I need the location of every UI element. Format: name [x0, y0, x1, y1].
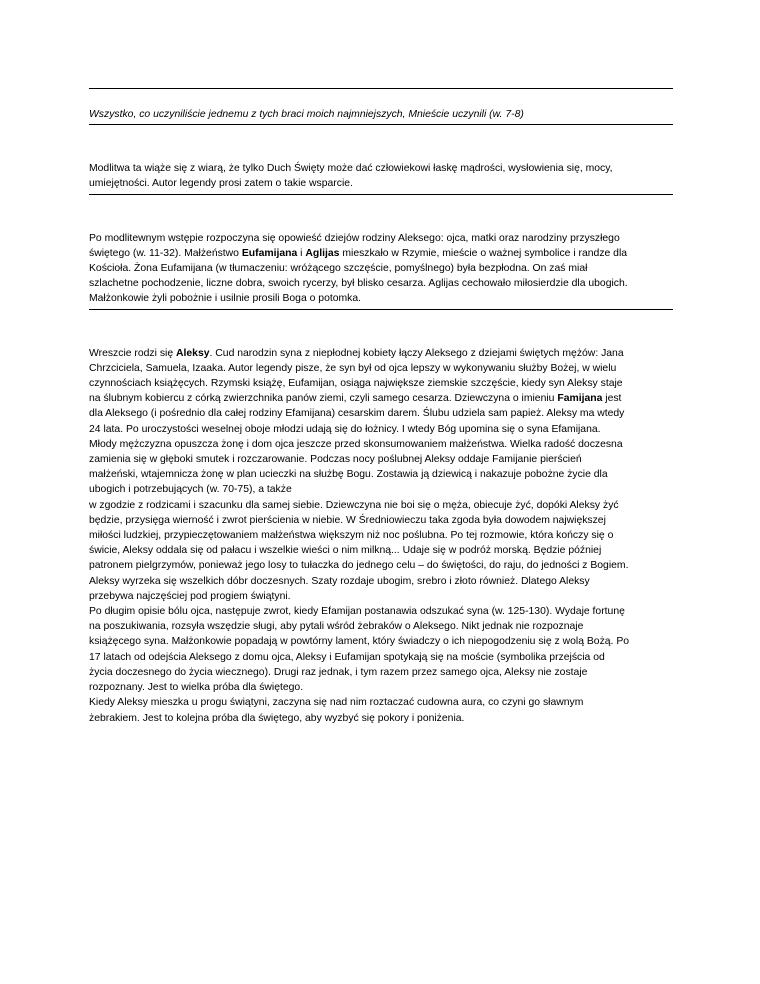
paragraph-line: książęcego syna. Małżonkowie popadają w powtórny lament, który świadczy o ich niepogodzeniu się z wolą Bożą. Po: [89, 636, 630, 648]
paragraph-line: 17 latach od odejścia Aleksego z domu ojca, Aleksy i Eufamijan spotykają się na moście (symbolika przejścia od: [89, 651, 605, 663]
text-run: Wreszcie rodzi się: [89, 347, 176, 359]
text-run: . Cud narodzin syna z niepłodnej kobiety łączy Aleksego z dziejami świętych mężów: Jana: [209, 347, 624, 359]
paragraph-line: 24 lata. Po uroczystości weselnej oboje młodzi udają się do łożnicy. I wtedy Bóg upomina się o syna Efamijana.: [89, 423, 601, 435]
paragraph-line: Chrzciciela, Samuela, Izaaka. Autor legendy pisze, że syn był od ojca lepszy w wykonywaniu służby Bożej, w wielu: [89, 362, 617, 374]
text-run: mieszkało w Rzymie, mieście o ważnej symbolice i randze dla: [339, 247, 628, 259]
paragraph-line: w zgodzie z rodzicami i szacunku dla samej siebie. Dziewczyna nie boi się o męża, obiecuje żyć, dopóki Aleksy żyć: [89, 499, 619, 511]
paragraph-line: na poszukiwania, rozsyła wszędzie sługi, aby pytali wśród żebraków o Aleksego. Nikt jednak nie rozpoznaje: [89, 621, 584, 633]
paragraph-line: przebywa najczęściej pod progiem świątyni.: [89, 590, 291, 602]
text-run: świętego (w. 11-32). Małżeństwo: [89, 247, 242, 259]
text-run: jest: [602, 393, 622, 405]
paragraph-line: [89, 391, 673, 406]
paragraph-line: małżeński, wtajemnicza żonę w plan ucieczki na służbę Bogu. Zostawia ją dziewicą i nakazuje pobożne życie dla: [89, 469, 608, 481]
paragraph-line: dla Aleksego (i pośrednio dla całej rodziny Efamijana) cesarskim darem. Ślubu udziela sam papież. Aleksy ma wtedy: [89, 408, 625, 420]
paragraph-line: żebrakiem. Jest to kolejna próba dla świętego, aby wyzbyć się pokory i poniżenia.: [89, 712, 465, 724]
paragraph-line: Po modlitewnym wstępie rozpoczyna się opowieść dziejów rodziny Aleksego: ojca, matki oraz narodziny przyszłego: [89, 232, 620, 244]
paragraph-line: Aleksy wyrzeka się wszelkich dóbr doczesnych. Szaty rozdaje ubogim, srebro i złoto również. Dlatego Aleksy: [89, 575, 590, 587]
paragraph-line: [89, 246, 673, 261]
paragraph-line: zamienia się w głęboki smutek i rozczarowanie. Podczas nocy poślubnej Aleksy oddaje Famijanie pierścień: [89, 454, 582, 466]
name-famijana: Famijana: [557, 393, 603, 405]
paragraph-line: Małżonkowie żyli pobożnie i usilnie prosili Boga o potomka.: [89, 293, 362, 305]
paragraph-line: życia doczesnego do życia wiecznego). Drugi raz jednak, i tym razem przez samego ojca, Aleksy nie zostaje: [89, 666, 588, 678]
paragraph-line: Po długim opisie bólu ojca, następuje zwrot, kiedy Efamijan postanawia odszukać syna (w. 125-130). Wydaje fortunę: [89, 606, 625, 618]
paragraph-line: Kościoła. Żona Eufamijana (w tłumaczeniu: wróżącego szczęście, pomyślnego) była bezpłodna. On zaś miał: [89, 263, 588, 275]
top-rule: [89, 88, 673, 89]
paragraph-line: patronem pielgrzymów, ponieważ jego losy to tułaczka do jednego celu – do świętości, do raju, do jedności z Bogiem.: [89, 560, 629, 572]
quote-heading: [89, 107, 673, 125]
paragraph-prayer: [89, 161, 673, 194]
paragraph-line: świcie, Aleksy oddala się od pałacu i wszelkie wieści o nim milkną... Udaje się w podróż morską. Będzie później: [89, 545, 602, 557]
name-aglijas: Aglijas: [305, 247, 340, 259]
paragraph-story: [89, 346, 673, 728]
name-eufamijana: Eufamijana: [241, 247, 298, 259]
paragraph-family: [89, 231, 673, 310]
paragraph-line: Kiedy Aleksy mieszka u progu świątyni, zaczyna się nad nim roztaczać cudowna aura, co czyni go sławnym: [89, 697, 584, 709]
paragraph-line: czynnościach książęcych. Rzymski książę, Eufamijan, osiąga największe ziemskie szczęście, kiedy syn Aleksy staje: [89, 378, 623, 390]
text-run: i: [297, 247, 306, 259]
paragraph-line: rozpoznany. Jest to wielka próba dla świętego.: [89, 682, 304, 694]
paragraph-line: Modlitwa ta wiąże się z wiarą, że tylko Duch Święty może dać człowiekowi łaskę mądrości, wysłowienia się, mocy,: [89, 163, 613, 175]
name-aleksy: Aleksy: [176, 347, 210, 359]
quote-text: Wszystko, co uczyniliście jednemu z tych braci moich najmniejszych, Mnieście uczynili (w. 7-8): [89, 109, 524, 120]
paragraph-line: Młody mężczyzna opuszcza żonę i dom ojca jeszcze przed skonsumowaniem małżeństwa. Wielka radość doczesna: [89, 438, 623, 450]
paragraph-line: szlachetne pochodzenie, liczne dobra, swoich rycerzy, był blisko cesarza. Aglijas cechowało miłosierdzie dla ubogich.: [89, 278, 628, 290]
document-page: [89, 88, 673, 728]
paragraph-line: będzie, przysięga wierność i zwrot pierścienia w niebie. W Średniowieczu taka zgoda była dowodem największej: [89, 514, 606, 526]
paragraph-line: umiejętności. Autor legendy prosi zatem o takie wsparcie.: [89, 178, 353, 190]
paragraph-line: ubogich i potrzebujących (w. 70-75), a także: [89, 484, 292, 496]
paragraph-line: miłości ludzkiej, przypieczętowaniem małżeństwa większym niż noc poślubna. Po tej rozmowie, która kończy się o: [89, 530, 614, 542]
paragraph-line: [89, 346, 673, 361]
text-run: na ślubnym kobiercu z córką zwierzchnika panów ziemi, czyli samego cesarza. Dziewczyna o imieniu: [89, 393, 558, 405]
